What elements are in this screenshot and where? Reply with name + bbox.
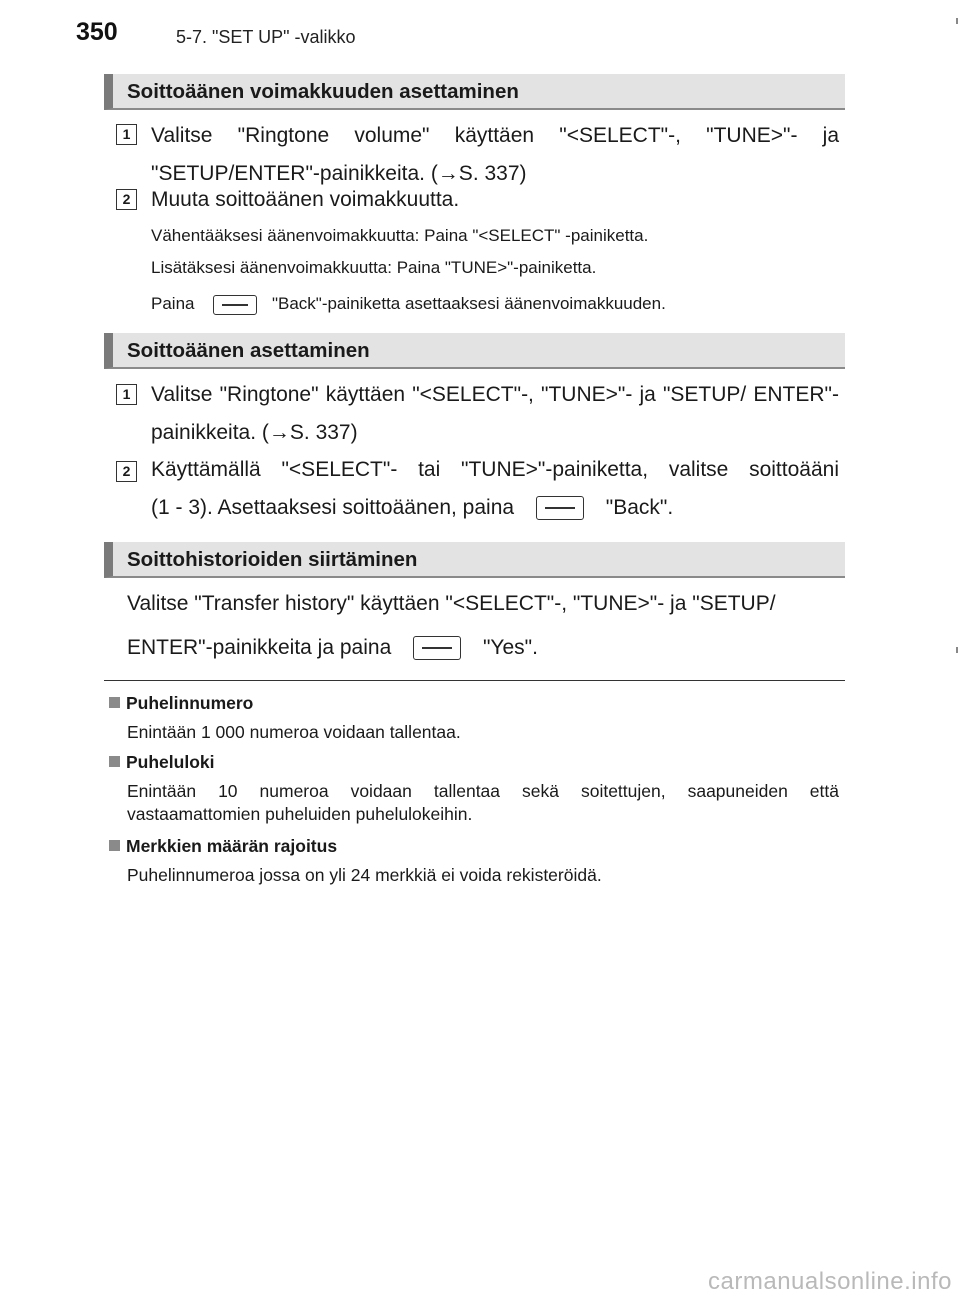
step-text-prefix: (1 - 3). Asettaaksesi soittoäänen, paina	[151, 496, 515, 519]
note-title	[109, 836, 337, 857]
bullet-square-icon	[109, 756, 120, 767]
section-header-ringtone	[104, 333, 845, 369]
step-number-badge: 1	[116, 124, 137, 145]
step-text: Valitse "Ringtone" käyttäen "<SELECT"-, "TUNE>"- ja "SETUP/ ENTER"-painikkeita. (→S. 337)	[151, 383, 839, 444]
step-number-badge: 2	[116, 189, 137, 210]
divider-rule	[104, 680, 845, 681]
transfer-line: Valitse "Transfer history" käyttäen "<SELECT"-, "TUNE>"- ja "SETUP/	[127, 592, 776, 615]
section-header-ringtone-volume	[104, 74, 845, 110]
step-text-line	[151, 489, 839, 527]
note-title	[109, 693, 253, 714]
transfer-suffix: "Yes".	[482, 636, 538, 659]
note-body: Puhelinnumeroa jossa on yli 24 merkkiä ei voida rekisteröidä.	[127, 865, 602, 885]
crop-mark	[956, 18, 958, 24]
step-text	[151, 451, 839, 527]
section-title: Soittoäänen asettaminen	[127, 339, 370, 362]
note-title-text: Puhelinnumero	[126, 693, 254, 713]
note-title-text: Puheluloki	[126, 752, 215, 772]
sub-instruction: Vähentääksesi äänenvoimakkuutta: Paina "<SELECT" -painiketta.	[151, 226, 649, 245]
bullet-square-icon	[109, 697, 120, 708]
crop-mark	[956, 647, 958, 653]
watermark: carmanualsonline.info	[708, 1268, 952, 1295]
running-header: 5-7. "SET UP" -valikko	[176, 27, 356, 47]
step-number-badge: 2	[116, 461, 137, 482]
page-number: 350	[76, 18, 118, 46]
step-text: Valitse "Ringtone volume" käyttäen "<SELECT"-, "TUNE>"- ja "SETUP/ENTER"-painikkeita. (→S. 337)	[151, 124, 839, 185]
step-text-suffix: "Back".	[605, 496, 674, 519]
transfer-prefix: ENTER"-painikkeita ja paina	[127, 636, 392, 659]
steering-switch-icon	[213, 295, 257, 315]
note-body: Enintään 10 numeroa voidaan tallentaa sekä soitettujen, saapuneiden että vastaamattomien puheluiden puhelulokeihin.	[127, 781, 839, 824]
section-title: Soittohistorioiden siirtäminen	[127, 548, 418, 571]
press-suffix: "Back"-painiketta asettaaksesi äänenvoimakkuuden.	[271, 294, 666, 313]
section-header-transfer-history	[104, 542, 845, 578]
press-prefix: Paina	[151, 294, 195, 313]
note-title	[109, 752, 214, 773]
press-back-instruction	[151, 293, 841, 315]
transfer-line	[127, 629, 839, 667]
note-title-text: Merkkien määrän rajoitus	[126, 836, 338, 856]
steering-switch-icon	[413, 636, 461, 660]
section-title: Soittoäänen voimakkuuden asettaminen	[127, 80, 519, 103]
step-number-badge: 1	[116, 384, 137, 405]
sub-instruction: Lisätäksesi äänenvoimakkuutta: Paina "TUNE>"-painiketta.	[151, 258, 597, 277]
bullet-square-icon	[109, 840, 120, 851]
step-text: Muuta soittoäänen voimakkuutta.	[151, 188, 460, 211]
steering-switch-icon	[536, 496, 584, 520]
note-body: Enintään 1 000 numeroa voidaan tallentaa.	[127, 722, 461, 742]
transfer-instruction	[127, 585, 839, 667]
step-text-line: Käyttämällä "<SELECT"- tai "TUNE>"-painiketta, valitse soittoääni	[151, 458, 839, 481]
